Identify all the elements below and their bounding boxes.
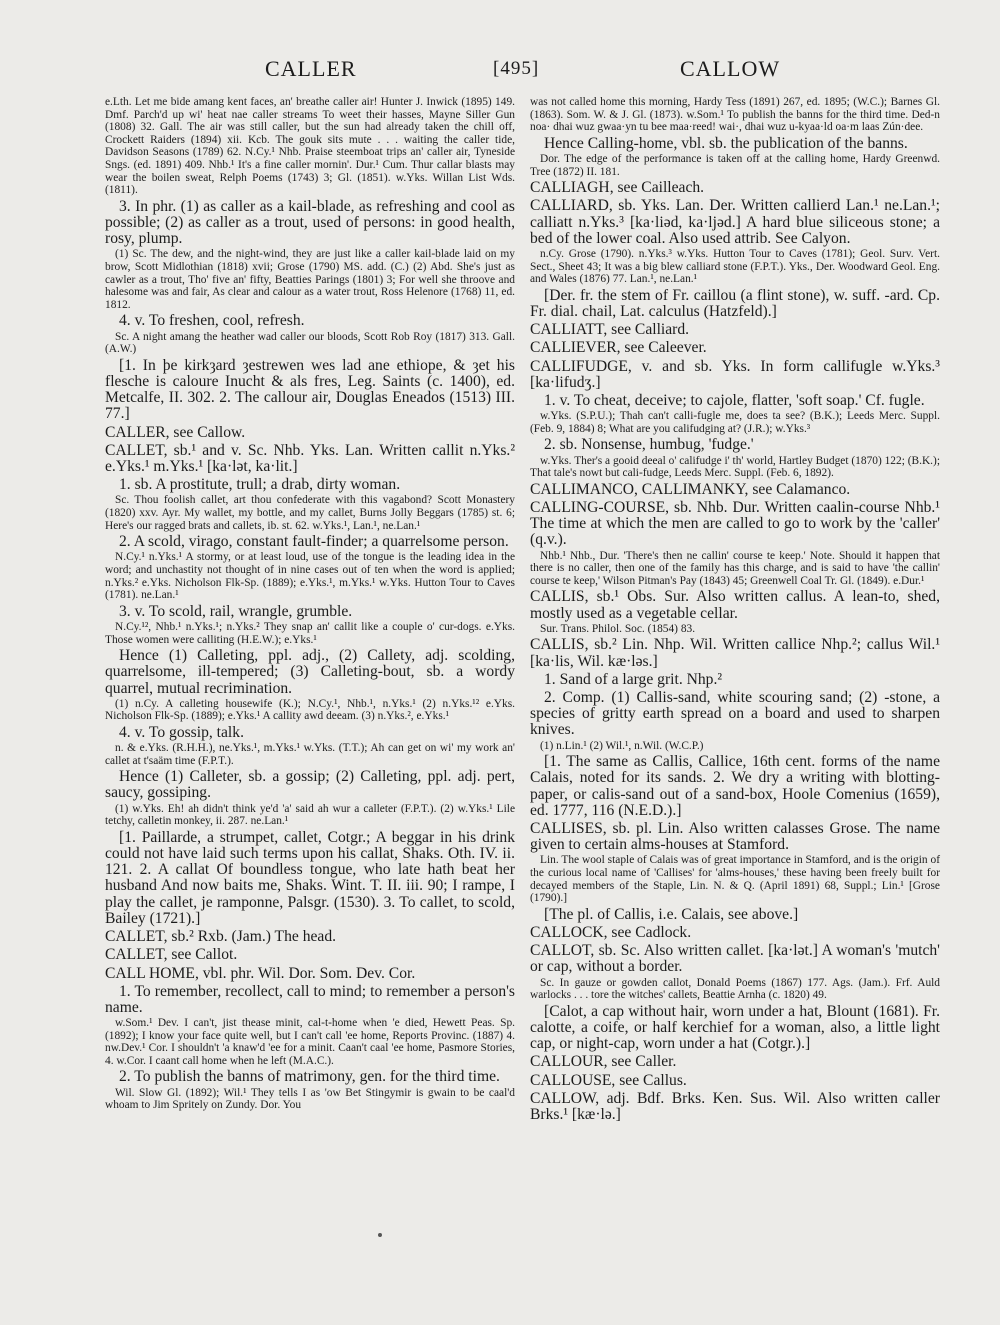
entry-head: CALLIATT, see Calliard.	[530, 321, 690, 339]
entry-para: Hence (1) Calleter, sb. a gossip; (2) Calleting, ppl. adj. pert, saucy, gossiping.	[105, 768, 515, 802]
entry-para: [Der. fr. the stem of Fr. caillou (a flint stone), w. suff. -ard. Cp. Fr. dial. chail, Lat. calculus (Hatzfeld).]	[530, 286, 940, 320]
entry-cont: was not called home this morning, Hardy Tess (1891) 267, ed. 1895; (W.C.); Barnes Gl. (1863). Som. W. & J. Gl. (1873). w.Som.¹ To publish the banns for the third time. Ded-n noa· dhai wuz gwaa·yn tu bee maa·reed! wai·, dhai wuz u-kyaa·ld oa·m laas Zún·dee.	[530, 96, 940, 134]
entry-head: CALLOW, adj. Bdf. Brks. Ken. Sus. Wil. Also written caller Brks.¹ [kæ·lə.]	[530, 1089, 940, 1123]
running-head-right: CALLOW	[680, 56, 781, 81]
entry-cite: Sc. In gauze or gowden callot, Donald Poems (1867) 177. Ags. (Jam.). Frf. Auld warlocks . . . tore the witches' callets, Beattie Arnha (c. 1820) 49.	[530, 976, 940, 1002]
entry-cite: Sc. A night amang the heather wad caller our bloods, Scott Rob Roy (1817) 313. Gall. (A.W.)	[105, 330, 515, 356]
entry-para: 4. v. To gossip, talk.	[119, 723, 244, 741]
entry-cite: (1) n.Lin.¹ (2) Wil.¹, n.Wil. (W.C.P.)	[540, 739, 704, 752]
entry-cite: N.Cy.¹ n.Yks.¹ A stormy, or at least loud, use of the tongue is the leading idea in the word; and unchastity not thought of in nine cases out of ten when the word is applied; n.Yks.² e.Yks. Nicholson Flk-Sp. (1889); e.Yks.¹, m.Yks.¹ w.Yks. Hutton Tour to Caves (1781). ne.Lan.¹	[105, 551, 515, 602]
entry-para: 4. v. To freshen, cool, refresh.	[119, 312, 305, 330]
entry-head: CALLIS, sb.¹ Obs. Sur. Also written callus. A lean-to, shed, mostly used as a vegetable cellar.	[530, 588, 940, 622]
entry-head: CALLIAGH, see Cailleach.	[530, 179, 705, 197]
entry-head: CALLIARD, sb. Yks. Lan. Der. Written callierd Lan.¹ ne.Lan.¹; calliatt n.Yks.³ [ka·liəd, ka·ljəd.] A hard blue siliceous stone; a bed of the lower coal. Also used attrib. See Calyon.	[530, 197, 940, 247]
entry-para: 2. Comp. (1) Callis-sand, white scouring sand; (2) -stone, a species of gritty earth spread on a board and used to sharpen knives.	[530, 688, 940, 739]
entry-head: CALLIEVER, see Caleever.	[530, 339, 707, 357]
entry-cont: e.Lth. Let me bide amang kent faces, an' breathe caller air! Hunter J. Inwick (1895) 149. Dmf. Parch'd up wi' heat nae caller streams To weet their hasses, Mayne Siller Gun (1808) 32. Gall. The air was still caller, but the sun had already taken the chill off, Crockett Raiders (1894) xii. Kcb. The gouk sits mute . . . waiting the caller tide, Davidson Seasons (1789) 62. N.Cy.¹ Nhb. Praise steemboat trips an' caller air, Tyneside Sngs. (ed. 1891) 409. Nhb.¹ It's a fine caller mornin'. Dur.¹ Cum. Thur callar blasts may wear the boilen sweat, Relph Poems (1743) 3; Gl. (1851). w.Yks. Willan List Wds. (1811).	[105, 96, 515, 197]
entry-cite: w.Yks. Ther's a gooid deeal o' califudge i' th' world, Hartley Budget (1870) 122; (B.K.); That tale's nowt but cali-fudge, Leeds Merc. Suppl. (Feb. 6, 1892).	[530, 454, 940, 480]
left-column	[105, 96, 515, 1113]
entry-head: CALL HOME, vbl. phr. Wil. Dor. Som. Dev. Cor.	[105, 964, 416, 982]
entry-para: 1. Sand of a large grit. Nhp.²	[544, 670, 723, 688]
entry-cite: Lin. The wool staple of Calais was of great importance in Stamford, and is the origin of the curious local name of 'Callises' for 'alms-houses,' these having been freely built for decayed members of the Staple, Lin. N. & Q. (April 1891) 68, Suppl.; Lin.¹ [Grose (1790).]	[530, 854, 940, 905]
entry-cite: Dor. The edge of the performance is taken off at the calling home, Hardy Greenwd. Tree (1872) II. 181.	[530, 152, 940, 178]
entry-para: 2. sb. Nonsense, humbug, 'fudge.'	[544, 436, 754, 454]
entry-cite: n. & e.Yks. (R.H.H.), ne.Yks.¹, m.Yks.¹ w.Yks. (T.T.); Ah can get on wi' my work an' callet at t'saäm time (F.P.T.).	[105, 742, 515, 767]
entry-para: [1. In þe kirkȝard ȝestrewen wes lad ane ethiope, & ȝet his flesche is caloure Inucht & als fres, Leg. Saints (c. 1400), ed. Metcalfe, II. 302. 2. The callour air, Douglas Eneados (1513) III. 77.]	[105, 356, 515, 423]
entry-head: CALLET, sb.² Rxb. (Jam.) The head.	[105, 928, 337, 946]
entry-head: CALLISES, sb. pl. Lin. Also written calasses Grose. The name given to certain alms-houses at Stamford.	[530, 819, 940, 854]
entry-head: CALLOUSE, see Callus.	[530, 1071, 687, 1089]
entry-head: CALLET, see Callot.	[105, 946, 238, 964]
entry-para: 2. To publish the banns of matrimony, gen. for the third time.	[119, 1068, 500, 1086]
entry-para: [1. Paillarde, a strumpet, callet, Cotgr.; A beggar in his drink could not have laid such terms upon his callat, Shaks. Oth. IV. ii. 121. 2. A callat Of boundless tongue, who late hath beat her husband And now baits me, Shaks. Wint. T. II. iii. 90; I rampe, I play the callet, je ramponne, Palsgr. (1530). 3. To callet, to scold, Bailey (1721).]	[105, 828, 515, 927]
entry-cite: Sur. Trans. Philol. Soc. (1854) 83.	[540, 622, 696, 635]
entry-cite: (1) w.Yks. Eh! ah didn't think ye'd 'a' said ah wur a calleter (F.P.T.). (2) w.Yks.¹ Lile tetchy, calletin monkey, ii. 287. ne.Lan.¹	[105, 802, 515, 828]
entry-head: CALLET, sb.¹ and v. Sc. Nhb. Yks. Lan. Written callit n.Yks.² e.Yks.¹ m.Yks.¹ [ka·lət, ka·lit.]	[105, 441, 515, 475]
entry-para: 1. v. To cheat, deceive; to cajole, flatter, 'soft soap.' Cf. fugle.	[544, 391, 925, 409]
entry-cite: (1) Sc. The dew, and the night-wind, they are just like a caller kail-blade laid on my brow, Scott Midlothian (1818) xvii; Grose (1790) MS. add. (C.) (2) Abd. She's just as cawler as a trout, Tho' five an' fifty, Beatties Parings (1801) 3; For well she throove and halesome was and fair, As clear and calour as a water trout, Ross Helenore (1768) 11, ed. 1812.	[105, 248, 515, 311]
entry-cite: (1) n.Cy. A calleting housewife (K.); N.Cy.¹, Nhb.¹, n.Yks.¹ (2) n.Yks.¹² e.Yks. Nicholson Flk-Sp. (1889); e.Yks.¹ A callity awd deeam. (3) n.Yks.², e.Yks.¹	[105, 697, 515, 723]
entry-para: 2. A scold, virago, constant fault-finder; a quarrelsome person.	[119, 533, 509, 551]
entry-cite: w.Som.¹ Dev. I can't, jist thease minit, cal-t-home when 'e died, Hewett Peas. Sp. (1892); I know your face quite well, but I can't call 'ee home, Reports Provinc. (1887) 4. nw.Dev.¹ Cor. I shouldn't 'a knaw'd 'ee for a minit. Caan't caal 'ee home, Pasmore Stories, 4. w.Cor. I caant call home when he left (M.A.C.).	[105, 1017, 515, 1067]
entry-para: 3. v. To scold, rail, wrangle, grumble.	[119, 602, 353, 620]
entry-para: 1. To remember, recollect, call to mind; to remember a person's name.	[105, 982, 515, 1016]
entry-para: Hence Calling-home, vbl. sb. the publication of the banns.	[544, 134, 908, 152]
entry-cite: w.Yks. (S.P.U.); Thah can't calli-fugle me, does ta see? (B.K.); Leeds Merc. Suppl. (Feb. 9, 1884) 8; What are you califudging at? (J.R.); w.Yks.³	[530, 410, 940, 435]
entry-para: 1. sb. A prostitute, trull; a drab, dirty woman.	[119, 476, 401, 494]
right-column	[530, 96, 940, 1124]
entry-head: CALLER, see Callow.	[105, 423, 246, 441]
entry-cite: Sc. Thou foolish callet, art thou confederate with this vagabond? Scott Monastery (1820) xxv. Ayr. My wallet, my bottle, and my callet, Burns Jolly Beggars (1785) st. 6; Here's our ragged brats and callets, ib. st. 62. w.Yks.¹, Lan.¹, ne.Lan.¹	[105, 494, 515, 532]
ink-speck	[378, 1233, 382, 1237]
entry-para: Hence (1) Calleting, ppl. adj., (2) Callety, adj. scolding, quarrelsome, ill-tempered; (3) Calleting-bout, sb. a wordy quarrel, mutual recrimination.	[105, 647, 515, 697]
entry-head: CALLING-COURSE, sb. Nhb. Dur. Written caalin-course Nhb.¹ The time at which the men are called to go to work by the 'caller' (q.v.).	[530, 498, 940, 549]
entry-para: [Calot, a cap without hair, worn under a hat, Blount (1681). Fr. calotte, a coife, or half kerchief for a woman, also, a little light cap, or night-cap, worn under a hat (Cotgr.).]	[530, 1002, 940, 1053]
entry-para: 3. In phr. (1) as caller as a kail-blade, as refreshing and cool as possible; (2) as caller as a trout, used of persons: in good health, rosy, plump.	[105, 197, 515, 248]
entry-para: [The pl. of Callis, i.e. Calais, see above.]	[544, 905, 799, 923]
entry-cite: N.Cy.¹², Nhb.¹ n.Yks.¹; n.Yks.² They snap an' callit like a couple o' cur-dogs. e.Yks. Those women were calliting (H.E.W.); e.Yks.¹	[105, 620, 515, 646]
entry-head: CALLOT, sb. Sc. Also written callet. [ka·lət.] A woman's 'mutch' or cap, without a border.	[530, 942, 940, 976]
entry-head: CALLOCK, see Cadlock.	[530, 923, 692, 941]
entry-head: CALLIS, sb.² Lin. Nhp. Wil. Written callice Nhp.²; callus Wil.¹ [ka·lis, Wil. kæ·ləs.]	[530, 636, 940, 670]
entry-head: CALLIFUDGE, v. and sb. Yks. In form callifugle w.Yks.³ [ka·lifudʒ.]	[530, 357, 940, 391]
entry-cite: Nhb.¹ Nhb., Dur. 'There's then ne callin' course te keep.' Note. Should it happen that there is no caller, then one of the family has this charge, and is said to have 'the callin' course te keep,' Wilson Pitman's Pay (1843) 45; Greenwell Coal Tr. Gl. (1849). e.Dur.¹	[530, 549, 940, 587]
entry-cite: Wil. Slow Gl. (1892); Wil.¹ They tells I as 'ow Bet Stingymir is gwain to be caal'd whoam to Jim Spritely on Zundy. Dor. You	[105, 1086, 515, 1112]
entry-para: [1. The same as Callis, Callice, 16th cent. forms of the name Calais, noted for its sands. 2. We dry a writing with blotting-paper, or calis-sand out of a sand-box, Hoole Comenius (1659), ed. 1777, 116 (N.E.D.).]	[530, 753, 940, 819]
running-head-left: CALLER	[265, 56, 357, 81]
entry-head: CALLOUR, see Caller.	[530, 1053, 677, 1071]
entry-head: CALLIMANCO, CALLIMANKY, see Calamanco.	[530, 480, 851, 498]
entry-cite: n.Cy. Grose (1790). n.Yks.³ w.Yks. Hutton Tour to Caves (1781); Geol. Surv. Vert. Sect., Sheet 43; It was a big blew calliard stone (F.P.T.). Yks., Der. Woodward Geol. Eng. and Wales (1876) 77. Lan.¹, ne.Lan.¹	[530, 247, 940, 286]
page-number: [495]	[493, 58, 540, 79]
running-head	[0, 56, 1000, 86]
